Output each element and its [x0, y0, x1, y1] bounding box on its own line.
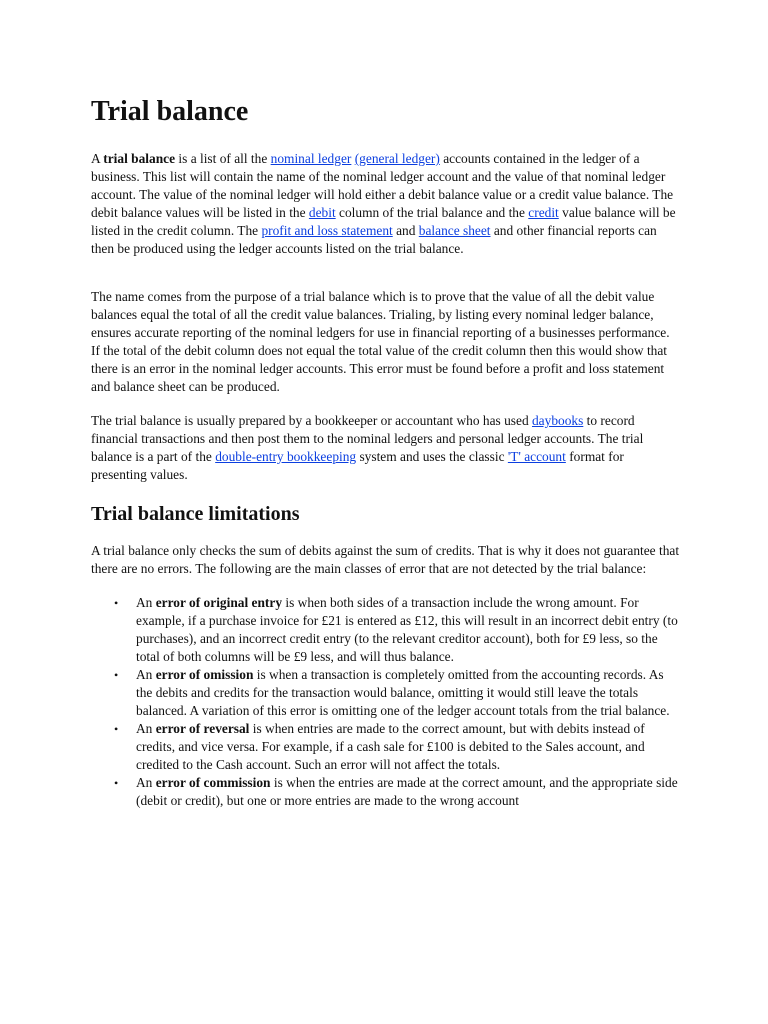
error-term: error of original entry — [155, 595, 283, 610]
limitations-paragraph: A trial balance only checks the sum of debits against the sum of credits. That is why it does not guarantee that there are no errors. The following are the main classes of error that are not detected by the trial balance: — [91, 543, 680, 576]
intro-text: A — [91, 151, 104, 166]
intro-text: value balance will be listed in the credit column. The — [91, 205, 676, 238]
error-term: error of commission — [155, 775, 271, 790]
link-balance-sheet[interactable]: balance sheet — [418, 223, 491, 238]
list-item-text: An — [136, 775, 156, 790]
list-item-text: is when both sides of a transaction include the wrong amount. For example, if a purchase invoice for £21 is entered as £12, this will result in an incorrect debit entry (to purchases), and an incorrect credit entry (to the relevant creditor account), both for £9 less, so the total of both columns will be £9 less, and will thus balance. — [136, 595, 678, 664]
term-trial-balance: trial balance — [103, 151, 176, 166]
intro-text: is a list of all the — [175, 151, 271, 166]
section-heading-limitations: Trial balance limitations — [91, 503, 300, 525]
list-item-text: An — [136, 721, 156, 736]
bullet-icon: • — [114, 668, 119, 682]
list-item-error-reversal — [91, 720, 681, 774]
preparation-text: system and uses the classic — [356, 449, 508, 464]
intro-text: and — [392, 223, 419, 238]
purpose-paragraph: The name comes from the purpose of a trial balance which is to prove that the value of all the debit value balances equal the total of all the credit value balances. Trialing, by listing every nominal ledger balance, ensures accurate reporting of the nominal ledgers for use in financial reporting of a businesses performance. If the total of the debit column does not equal the total value of the credit column then this would show that there is an error in the nominal ledger accounts. This error must be found before a profit and loss statement and balance sheet can be produced. — [91, 289, 670, 394]
bullet-icon: • — [114, 596, 119, 610]
list-item-text: is when a transaction is completely omitted from the accounting records. As the debits and credits for the transaction would balance, omitting it would still leave the totals balanced. A variation of this error is omitting one of the ledger account totals from the trial balance. — [136, 667, 670, 718]
link-debit[interactable]: debit — [308, 205, 336, 220]
list-item-text: An — [136, 595, 156, 610]
link-t-account[interactable]: 'T' account — [507, 449, 566, 464]
intro-text: and other financial reports can then be produced using the ledger accounts listed on the trial balance. — [91, 223, 657, 256]
link-profit-and-loss-statement[interactable]: profit and loss statement — [261, 223, 393, 238]
intro-paragraph — [91, 150, 681, 258]
link-double-entry-bookkeeping[interactable]: double-entry bookkeeping — [215, 449, 357, 464]
error-list — [91, 594, 681, 810]
list-item-text: is when the entries are made at the correct amount, and the appropriate side (debit or credit), but one or more entries are made to the wrong account — [136, 775, 678, 808]
link-nominal-ledger[interactable]: nominal ledger — [270, 151, 352, 166]
link-general-ledger[interactable]: (general ledger) — [354, 151, 440, 166]
link-daybooks[interactable]: daybooks — [531, 413, 584, 428]
bullet-icon: • — [114, 722, 119, 736]
list-item-error-commission — [91, 774, 681, 810]
error-term: error of omission — [155, 667, 254, 682]
list-item-text: An — [136, 667, 156, 682]
error-term: error of reversal — [155, 721, 250, 736]
intro-text: accounts contained in the ledger of a business. This list will contain the name of the nominal ledger account and the value of that nominal ledger account. The value of the nominal ledger will hold either a debit balance value or a credit value balance. The debit balance values will be listed in the — [91, 151, 674, 220]
list-item-error-omission — [91, 666, 681, 720]
intro-text: column of the trial balance and the — [335, 205, 529, 220]
preparation-text: The trial balance is usually prepared by a bookkeeper or accountant who has used — [91, 413, 532, 428]
bullet-icon: • — [114, 776, 119, 790]
preparation-text: to record financial transactions and then post them to the nominal ledgers and personal ledger accounts. The trial balance is a part of the — [91, 413, 644, 464]
page-title: Trial balance — [91, 96, 249, 127]
preparation-text: format for presenting values. — [91, 449, 624, 482]
link-credit[interactable]: credit — [528, 205, 559, 220]
article — [91, 92, 681, 810]
list-item-text: is when entries are made to the correct amount, but with debits instead of credits, and vice versa. For example, if a cash sale for £100 is debited to the Sales account, and credited to the Cash account. Such an error will not affect the totals. — [136, 721, 645, 772]
preparation-paragraph — [91, 412, 681, 484]
list-item-error-original-entry — [91, 594, 681, 666]
